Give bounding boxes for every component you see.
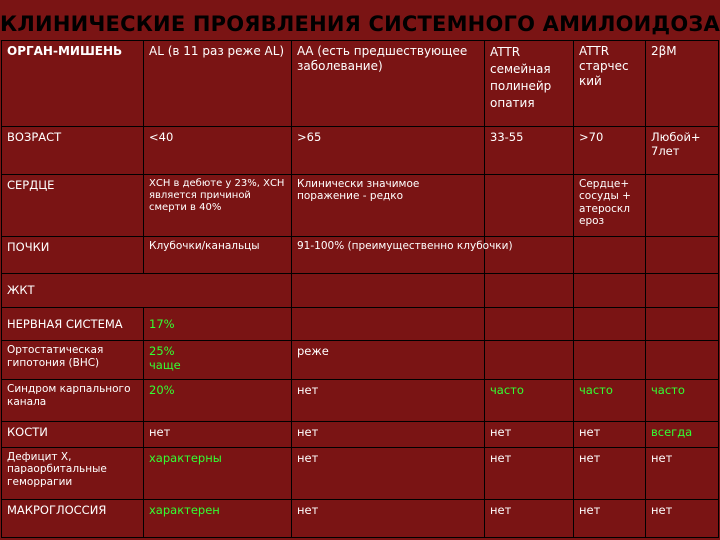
header-al: AL (в 11 раз реже AL): [144, 41, 292, 127]
cell-ortho-attr-senile: [574, 341, 646, 380]
cell-age-al: <40: [144, 127, 292, 174]
cell-ortho-organ: Ортостатическая гипотония (ВНС): [2, 341, 144, 380]
cell-ortho-b2m: [646, 341, 719, 380]
cell-gi-organ: ЖКТ: [2, 273, 292, 307]
table-row-orthostatic: [2, 341, 719, 380]
cell-age-attr-senile: >70: [574, 127, 646, 174]
cell-ortho-al-percent: 25%: [149, 344, 175, 359]
cell-nervous-al: 17%: [144, 308, 292, 341]
cell-factorx-organ: Дефицит X, параорбитальные геморрагии: [2, 447, 144, 499]
cell-heart-attr-familial: [485, 174, 574, 236]
cell-factorx-attr-familial: нет: [485, 447, 574, 499]
cell-age-attr-familial: 33-55: [485, 127, 574, 174]
slide-title: КЛИНИЧЕСКИЕ ПРОЯВЛЕНИЯ СИСТЕМНОГО АМИЛОИДОЗА: [0, 12, 720, 36]
cell-macro-organ: МАКРОГЛОССИЯ: [2, 499, 144, 537]
cell-kidney-attr-senile: [574, 236, 646, 273]
cell-ortho-al-frequency: чаще: [149, 358, 181, 373]
cell-bones-attr-senile: нет: [574, 422, 646, 447]
cell-gi-attr-senile: [574, 273, 646, 307]
header-organ: ОРГАН-МИШЕНЬ: [2, 41, 144, 127]
cell-bones-al: нет: [144, 422, 292, 447]
table-row-heart: [2, 174, 719, 236]
cell-heart-aa: Клинически значимое поражение - редко: [292, 174, 485, 236]
cell-macro-al: характерен: [144, 499, 292, 537]
table-row-age: [2, 127, 719, 174]
cell-gi-b2m: [646, 273, 719, 307]
cell-ortho-attr-familial: [485, 341, 574, 380]
cell-kidney-aa: 91-100% (преимущественно клубочки): [292, 236, 485, 273]
table-row-carpal: [2, 380, 719, 422]
cell-macro-attr-familial: нет: [485, 499, 574, 537]
cell-age-aa: >65: [292, 127, 485, 174]
cell-factorx-b2m: нет: [646, 447, 719, 499]
table-header-row: [2, 41, 719, 127]
cell-carpal-organ: Синдром карпального канала: [2, 380, 144, 422]
cell-nervous-organ: НЕРВНАЯ СИСТЕМА: [2, 308, 144, 341]
cell-nervous-aa: [292, 308, 485, 341]
cell-gi-aa: [292, 273, 485, 307]
header-attr-senile: ATTR старчес кий: [574, 41, 646, 127]
cell-gi-attr-familial: [485, 273, 574, 307]
header-aa: АА (есть предшествующее заболевание): [292, 41, 485, 127]
cell-macro-attr-senile: нет: [574, 499, 646, 537]
cell-kidney-organ: ПОЧКИ: [2, 236, 144, 273]
cell-ortho-aa: реже: [292, 341, 485, 380]
cell-nervous-b2m: [646, 308, 719, 341]
cell-carpal-attr-familial: часто: [485, 380, 574, 422]
cell-heart-organ: СЕРДЦЕ: [2, 174, 144, 236]
cell-carpal-al: 20%: [144, 380, 292, 422]
table-row-bones: [2, 422, 719, 447]
cell-factorx-aa: нет: [292, 447, 485, 499]
cell-ortho-al: [144, 341, 292, 380]
table-row-gi: [2, 273, 719, 307]
cell-bones-aa: нет: [292, 422, 485, 447]
table-row-nervous: [2, 308, 719, 341]
cell-kidney-b2m: [646, 236, 719, 273]
table-row-kidney: [2, 236, 719, 273]
cell-carpal-b2m: часто: [646, 380, 719, 422]
cell-carpal-attr-senile: часто: [574, 380, 646, 422]
cell-bones-attr-familial: нет: [485, 422, 574, 447]
amyloidosis-table: [1, 40, 719, 538]
cell-macro-aa: нет: [292, 499, 485, 537]
cell-kidney-al: Клубочки/канальцы: [144, 236, 292, 273]
cell-nervous-attr-familial: [485, 308, 574, 341]
cell-heart-b2m: [646, 174, 719, 236]
cell-age-b2m: Любой+ 7лет: [646, 127, 719, 174]
cell-factorx-al: характерны: [144, 447, 292, 499]
cell-heart-al: ХСН в дебюте у 23%, ХСН является причиной смерти в 40%: [144, 174, 292, 236]
header-attr-familial: ATTR семейная полинейр опатия: [485, 41, 574, 127]
cell-carpal-aa: нет: [292, 380, 485, 422]
cell-heart-attr-senile: Сердце+ сосуды + атероскл ероз: [574, 174, 646, 236]
cell-bones-organ: КОСТИ: [2, 422, 144, 447]
cell-age-organ: ВОЗРАСТ: [2, 127, 144, 174]
cell-factorx-attr-senile: нет: [574, 447, 646, 499]
cell-nervous-attr-senile: [574, 308, 646, 341]
cell-bones-b2m: всегда: [646, 422, 719, 447]
table-row-macroglossia: [2, 499, 719, 537]
header-b2m: 2βM: [646, 41, 719, 127]
table-row-factor-x: [2, 447, 719, 499]
cell-macro-b2m: нет: [646, 499, 719, 537]
